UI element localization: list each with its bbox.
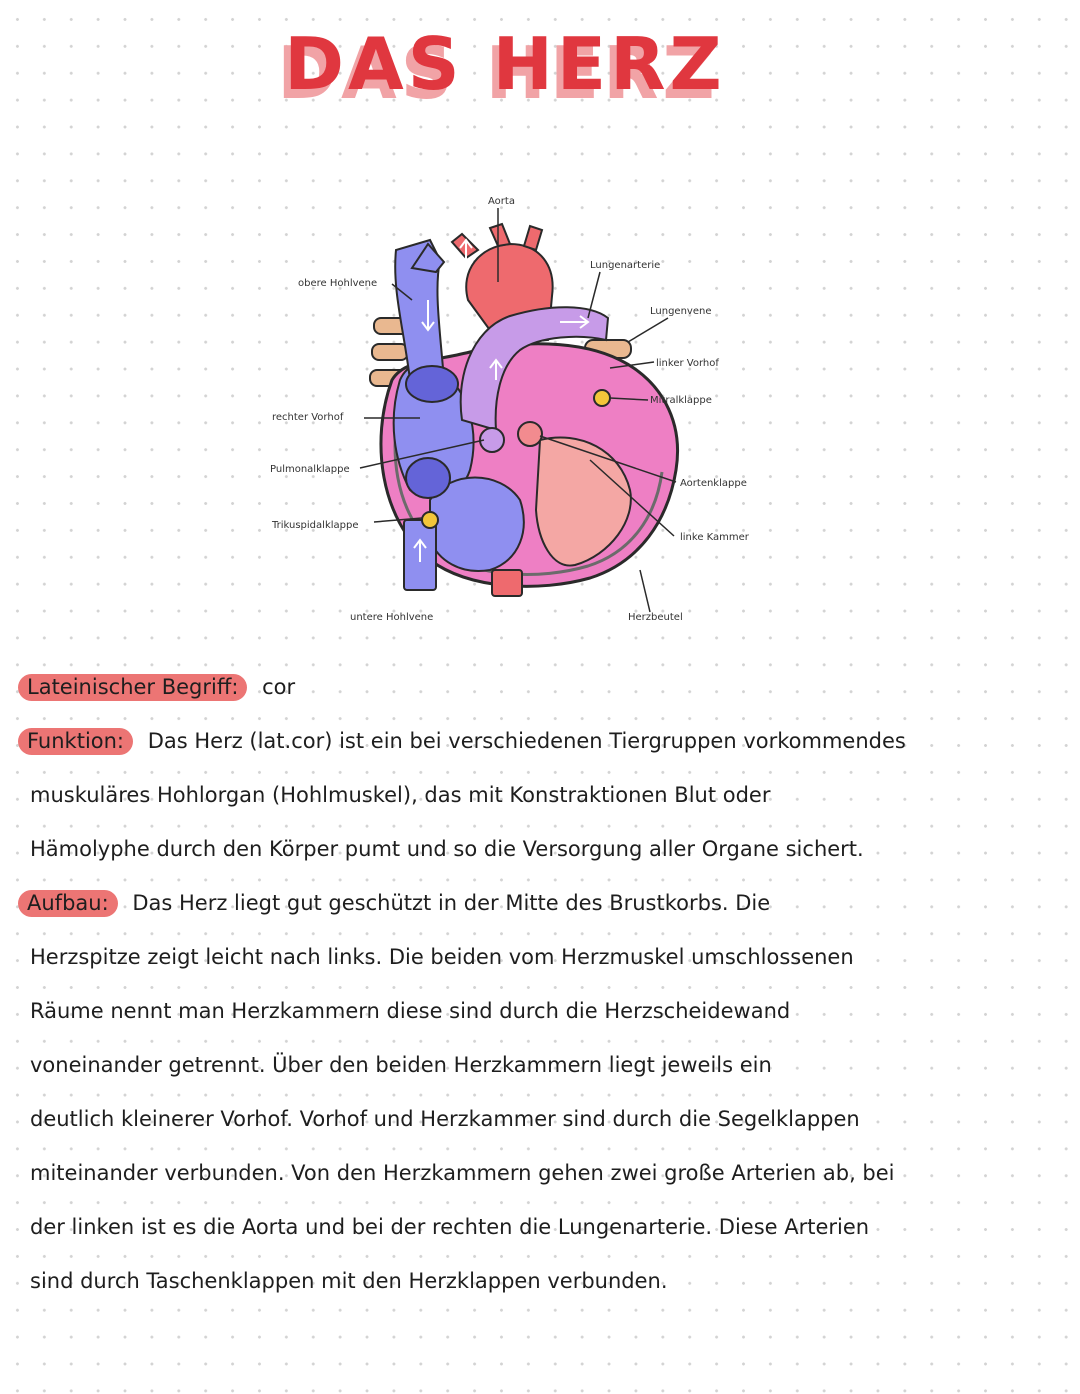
aufbau-line-0 bbox=[18, 876, 1073, 930]
aufbau-line-2: Räume nennt man Herzkammern diese sind durch die Herzscheidewand bbox=[30, 999, 791, 1023]
label-pulmonalklappe: Pulmonalklappe bbox=[270, 464, 350, 475]
label-linker-vorhof: linker Vorhof bbox=[656, 358, 719, 369]
descending-aorta bbox=[492, 570, 522, 596]
trikuspidalklappe-valve bbox=[422, 512, 438, 528]
label-herzbeutel: Herzbeutel bbox=[628, 612, 683, 623]
aufbau-line-3: voneinander getrennt. Über den beiden Herzkammern liegt jeweils ein bbox=[30, 1053, 772, 1077]
funktion-line-1: muskuläres Hohlorgan (Hohlmuskel), das mit Konstraktionen Blut oder bbox=[30, 783, 771, 807]
latin-label: Lateinischer Begriff: bbox=[18, 674, 247, 701]
label-rechter-vorhof: rechter Vorhof bbox=[272, 412, 344, 423]
tricuspid-opening bbox=[406, 458, 450, 498]
label-aorta: Aorta bbox=[488, 196, 515, 207]
funktion-text: Das Herz (lat.cor) ist ein bei verschiedenen Tiergruppen vorkommendes bbox=[147, 729, 906, 753]
vena-cava-opening bbox=[406, 366, 458, 402]
funktion-line-0 bbox=[18, 714, 1073, 768]
aufbau-line-6: der linken ist es die Aorta und bei der rechten die Lungenarterie. Diese Arterien bbox=[30, 1215, 870, 1239]
aufbau-line-1: Herzspitze zeigt leicht nach links. Die beiden vom Herzmuskel umschlossenen bbox=[30, 945, 854, 969]
aufbau-line-7: sind durch Taschenklappen mit den Herzklappen verbunden. bbox=[30, 1269, 668, 1293]
heart-diagram bbox=[0, 0, 1080, 640]
label-aortenklappe: Aortenklappe bbox=[680, 478, 747, 489]
label-untere-hohlvene: untere Hohlvene bbox=[350, 612, 434, 623]
aufbau-line-5: miteinander verbunden. Von den Herzkammern gehen zwei große Arterien ab, bei bbox=[30, 1161, 895, 1185]
label-linke-kammer: linke Kammer bbox=[680, 532, 749, 543]
funktion-label: Funktion: bbox=[18, 728, 133, 755]
label-mitralklappe: Mitralklappe bbox=[650, 395, 712, 406]
label-obere-hohlvene: obere Hohlvene bbox=[298, 278, 378, 289]
mitralklappe-valve bbox=[594, 390, 610, 406]
latin-line bbox=[18, 660, 1073, 714]
text-block bbox=[18, 660, 1073, 1308]
aufbau-label: Aufbau: bbox=[18, 890, 118, 917]
aufbau-line-4: deutlich kleinerer Vorhof. Vorhof und Herzkammer sind durch die Segelklappen bbox=[30, 1107, 860, 1131]
aufbau-text: Das Herz liegt gut geschützt in der Mitte des Brustkorbs. Die bbox=[132, 891, 771, 915]
funktion-line-2: Hämolyphe durch den Körper pumt und so die Versorgung aller Organe sichert. bbox=[30, 837, 864, 861]
aortenklappe-valve bbox=[518, 422, 542, 446]
label-trikuspidalklappe: Trikuspidalklappe bbox=[272, 520, 359, 531]
label-lungenarterie: Lungenarterie bbox=[590, 260, 661, 271]
label-lungenvene: Lungenvene bbox=[650, 306, 712, 317]
latin-value: cor bbox=[262, 675, 296, 699]
page-title: DAS HERZ bbox=[284, 22, 726, 106]
